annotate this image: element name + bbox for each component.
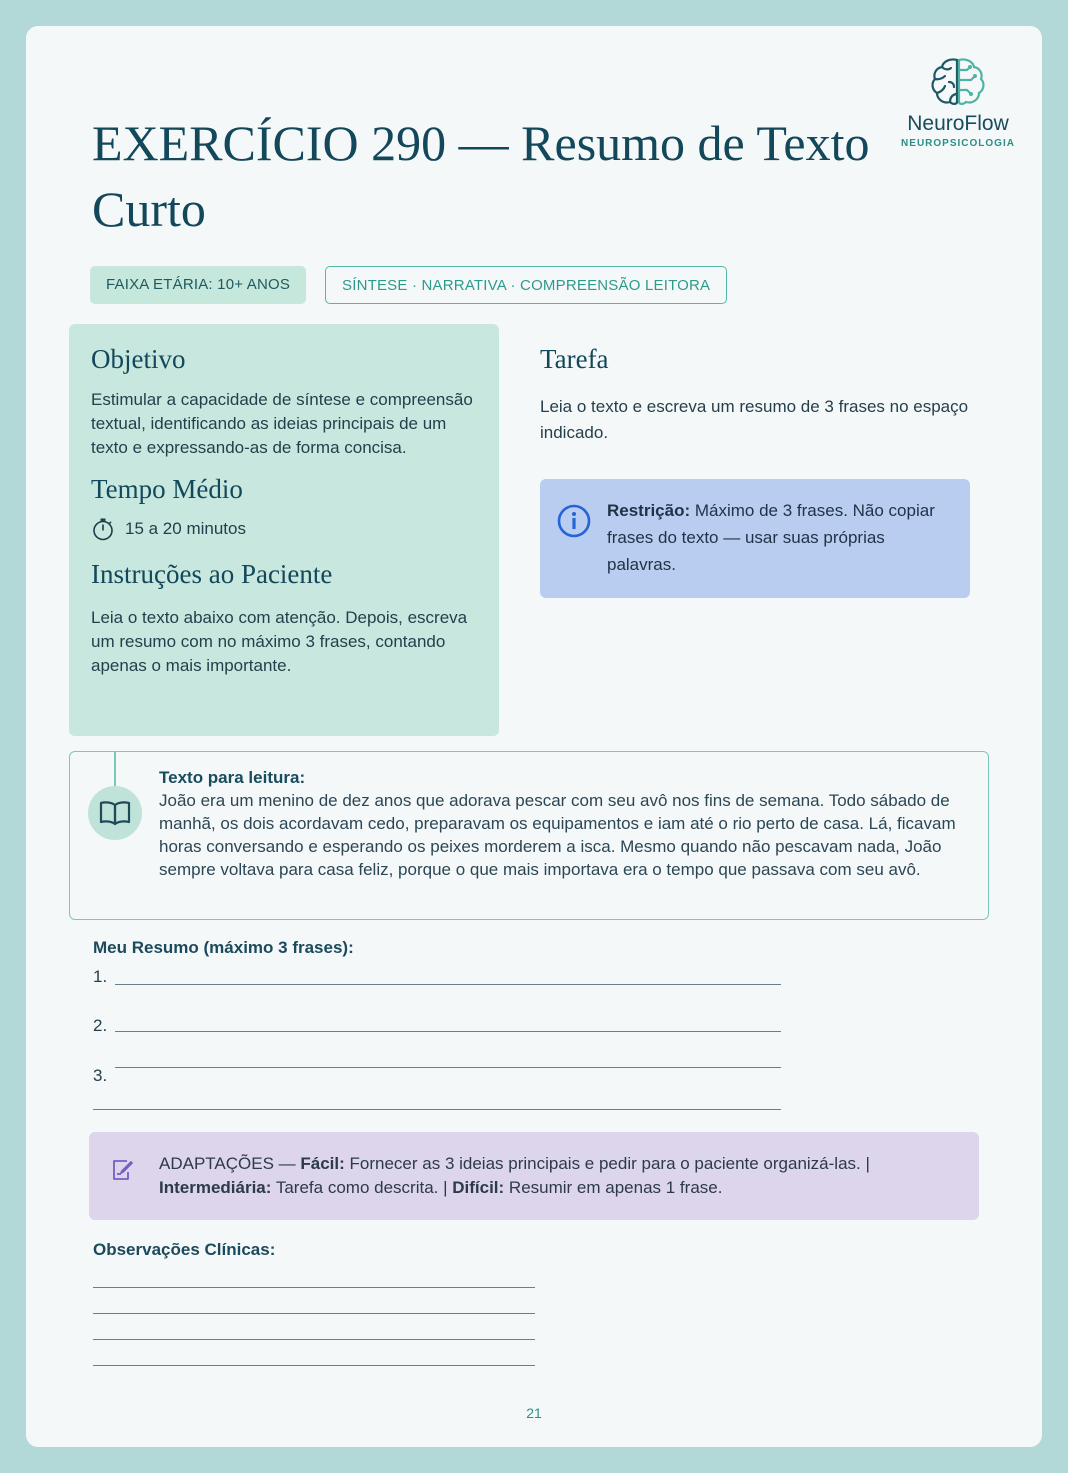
skills-tag: SÍNTESE · NARRATIVA · COMPREENSÃO LEITORA bbox=[325, 266, 727, 304]
reading-text-box bbox=[69, 751, 989, 920]
book-badge bbox=[88, 786, 142, 840]
clinical-notes-line[interactable] bbox=[93, 1287, 535, 1288]
instructions-heading: Instruções ao Paciente bbox=[91, 559, 333, 589]
summary-label: Meu Resumo (máximo 3 frases): bbox=[93, 938, 354, 957]
page-number: 21 bbox=[526, 1405, 542, 1421]
clinical-notes-label: Observações Clínicas: bbox=[93, 1240, 276, 1259]
logo-name: NeuroFlow bbox=[907, 112, 1009, 135]
clinical-notes-line[interactable] bbox=[93, 1339, 535, 1340]
reading-label: Texto para leitura: bbox=[159, 768, 306, 787]
task-text: Leia o texto e escreva um resumo de 3 frases no espaço indicado. bbox=[540, 397, 969, 442]
restriction-label: Restrição: bbox=[607, 501, 691, 520]
time-row bbox=[91, 517, 477, 541]
summary-answer-line[interactable] bbox=[93, 1109, 781, 1110]
hard-text: Resumir em apenas 1 frase. bbox=[504, 1178, 723, 1197]
clinical-notes-line[interactable] bbox=[93, 1313, 535, 1314]
stopwatch-icon bbox=[91, 517, 115, 541]
page-title: EXERCÍCIO 290 — Resumo de Texto Curto bbox=[92, 115, 870, 237]
info-icon bbox=[556, 503, 592, 539]
adaptations-prefix: ADAPTAÇÕES — bbox=[159, 1154, 301, 1173]
logo bbox=[896, 56, 1020, 149]
time-heading: Tempo Médio bbox=[91, 474, 243, 504]
restriction-text: Máximo de 3 frases. Não copiar frases do texto — usar suas próprias palavras. bbox=[607, 501, 935, 574]
summary-line-number: 2. bbox=[93, 1016, 108, 1035]
age-tag: FAIXA ETÁRIA: 10+ ANOS bbox=[90, 266, 306, 304]
summary-section bbox=[93, 938, 793, 958]
intermediate-label: Intermediária: bbox=[159, 1178, 272, 1197]
easy-label: Fácil: bbox=[300, 1154, 345, 1173]
logo-subtitle: NEUROPSICOLOGIA bbox=[901, 138, 1015, 149]
worksheet-page bbox=[26, 26, 1042, 1447]
brain-logo-icon bbox=[929, 56, 987, 108]
adaptations-callout bbox=[89, 1132, 979, 1220]
summary-line-number: 1. bbox=[93, 967, 108, 986]
reading-content bbox=[159, 766, 959, 881]
restriction-callout bbox=[540, 479, 970, 598]
book-icon bbox=[99, 800, 131, 826]
intermediate-text: Tarefa como descrita. | bbox=[271, 1178, 453, 1197]
summary-line-number: 3. bbox=[93, 1066, 108, 1085]
time-value: 15 a 20 minutos bbox=[125, 519, 246, 538]
summary-answer-line[interactable] bbox=[115, 984, 781, 985]
objective-heading: Objetivo bbox=[91, 344, 186, 374]
task-heading: Tarefa bbox=[540, 344, 609, 374]
objective-text: Estimular a capacidade de síntese e compreensão textual, identificando as ideias principais de um texto e expressando-as de forma concisa. bbox=[91, 390, 473, 457]
easy-text: Fornecer as 3 ideias principais e pedir para o paciente organizá-las. | bbox=[344, 1154, 870, 1173]
clinical-notes-line[interactable] bbox=[93, 1365, 535, 1366]
hard-label: Difícil: bbox=[452, 1178, 505, 1197]
edit-note-icon bbox=[111, 1158, 135, 1182]
summary-answer-line[interactable] bbox=[115, 1031, 781, 1032]
instructions-text: Leia o texto abaixo com atenção. Depois, escreva um resumo com no máximo 3 frases, contando apenas o mais importante. bbox=[91, 608, 468, 675]
reading-text: João era um menino de dez anos que adorava pescar com seu avô nos fins de semana. Todo sábado de manhã, os dois acordavam cedo, preparavam os equipamentos e iam até o rio perto de casa. Lá, ficavam horas conversando e esperando os peixes morderem a isca. Mesmo quando não pescavam nada, João sempre voltava para casa feliz, porque o que mais importava era o tempo que passava com seu avô. bbox=[159, 791, 956, 879]
task-section bbox=[540, 344, 970, 446]
box-connector bbox=[114, 752, 116, 787]
summary-answer-line[interactable] bbox=[115, 1067, 781, 1068]
objective-panel bbox=[69, 324, 499, 736]
